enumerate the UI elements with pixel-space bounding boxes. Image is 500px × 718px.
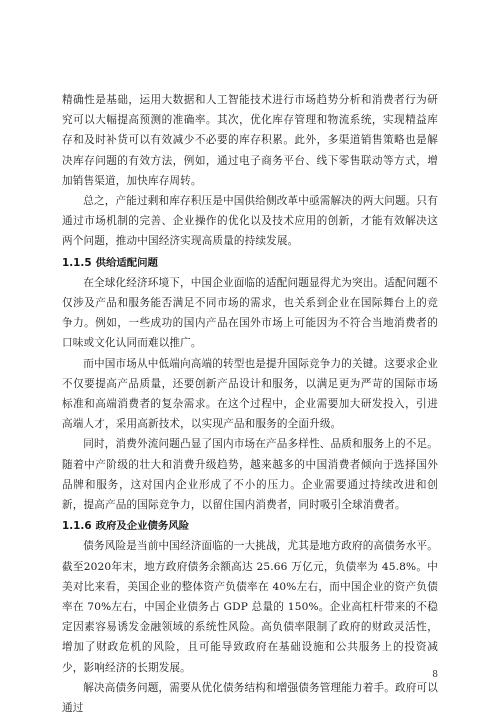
section-title: 供给适配问题 bbox=[95, 256, 158, 269]
paragraph: 债务风险是当前中国经济面临的一大挑战，尤其是地方政府的高债务水平。截至2020年末，地方政府债务余额高达 25.66 万亿元，负债率为 45.8%。中美对比来看，美国企业的整体资产负债率在 40%左右，而中国企业的资产负债率在 70%左右，中国企业债务占 GDP 总量的 150%。企业高杠杆带来的不稳定因素容易诱发金融领域的系统性风险。高负债率限制了政府的财政灵活性，增加了财政危机的风险，且可能导致政府在基础设施和公共服务上的投资减少，影响经济的长期发展。 bbox=[62, 540, 438, 674]
document-body bbox=[62, 90, 438, 718]
paragraph: 精确性是基础，运用大数据和人工智能技术进行市场趋势分析和消费者行为研究可以大幅提高预测的准确率。其次，优化库存管理和物流系统，实现精益库存和及时补货可以有效减少不必要的库存积累。此外，多渠道销售策略也是解决库存问题的有效方法，例如，通过电子商务平台、线下零售联动等方式，增加销售渠道，加快库存周转。 bbox=[62, 94, 438, 187]
section-title: 政府及企业债务风险 bbox=[95, 520, 190, 533]
paragraph: 在全球化经济环境下，中国企业面临的适配问题显得尤为突出。适配问题不仅涉及产品和服务能否满足不同市场的需求，也关系到企业在国际舞台上的竞争力。例如，一些成功的国内产品在国外市场上可能因为不符合当地消费者的口味或文化认同而难以推广。 bbox=[62, 276, 438, 350]
paragraph: 解决高债务问题，需要从优化债务结构和增强债务管理能力着手。政府可以通过 bbox=[62, 681, 438, 715]
section-heading bbox=[62, 516, 438, 536]
section-number: 1.1.6 bbox=[62, 520, 92, 533]
paragraph: 同时，消费外流问题凸显了国内市场在产品多样性、品质和服务上的不足。随着中产阶级的壮大和消费升级趋势，越来越多的中国消费者倾向于选择国外品牌和服务，这对国内企业形成了不小的压力。企业需要通过持续改进和创新，提高产品的国际竞争力，以留住国内消费者，同时吸引全球消费者。 bbox=[62, 438, 438, 512]
paragraph: 总之，产能过剩和库存积压是中国供给侧改革中亟需解决的两大问题。只有通过市场机制的完善、企业操作的优化以及技术应用的创新，才能有效解决这两个问题，推动中国经济实现高质量的持续发展。 bbox=[62, 195, 438, 248]
paragraph: 而中国市场从中低端向高端的转型也是提升国际竞争力的关键。这要求企业不仅要提高产品质量，还要创新产品设计和服务，以满足更为严苛的国际市场标准和高端消费者的复杂需求。在这个过程中，企业需要加大研发投入，引进高端人才，采用高新技术，以实现产品和服务的全面升级。 bbox=[62, 357, 438, 431]
page-number: 8 bbox=[432, 670, 438, 680]
section-heading bbox=[62, 253, 438, 273]
section-number: 1.1.5 bbox=[62, 256, 92, 269]
